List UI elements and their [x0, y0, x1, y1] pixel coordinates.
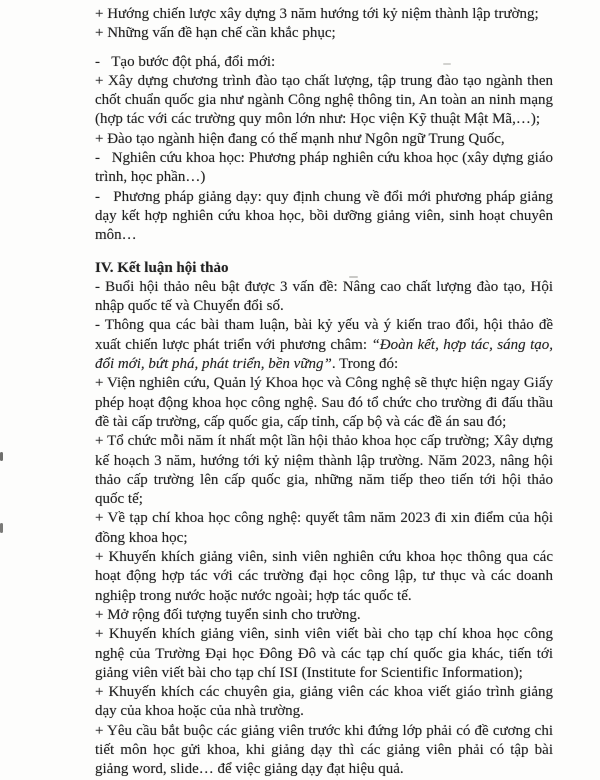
text-run: - Nghiên cứu khoa học: Phương pháp nghiên cứu khoa học (xây dựng giáo trình, học phần…) [95, 150, 553, 186]
paragraph [95, 548, 553, 606]
text-run: - Buổi hội thảo nêu bật được 3 vấn đề: Nâng cao chất lượng đào tạo, Hội nhập quốc tế và Chuyển đổi số. [95, 278, 553, 315]
paragraph [95, 188, 553, 246]
text-run: + Về tạp chí khoa học công nghệ: quyết tâm năm 2023 đi xin điểm của hội đồng khoa học; [95, 510, 553, 546]
text-run: + Viện nghiên cứu, Quản lý Khoa học và Công nghệ sẽ thực hiện ngay Giấy phép hoạt động khoa học công nghệ. Sau đó tổ chức cho trường đi đấu thầu đề tài cấp trường, cấp quốc gia, cấp tỉnh, cấp bộ và các đề án sau đó; [95, 375, 553, 430]
paragraph [95, 72, 553, 130]
text-run: + Mở rộng đối tượng tuyển sinh cho trường. [95, 606, 361, 623]
text-run: - Phương pháp giảng dạy: quy định chung về đổi mới phương pháp giảng dạy kết hợp nghiên cứu khoa học, bồi dưỡng giảng viên, sinh hoạt chuyên môn… [95, 188, 553, 244]
text-run: - Tạo bước đột phá, đổi mới: [95, 53, 276, 70]
paragraph [95, 625, 553, 683]
document-body [95, 5, 553, 780]
text-run: + Khuyến khích giảng viên, sinh viên viết bài cho tạp chí khoa học công nghệ của Trường Đại học Đông Đô và các tạp chí quốc gia khác, tiến tới giảng viên viết bài cho tạp chí ISI (Institute for Scientific Information); [95, 626, 553, 681]
italic-text-run: “Đoàn kết, hợp tác, sáng tạo, đổi mới, bứt phá, phát triển, bền vững” [95, 336, 553, 373]
text-run: + Khuyến khích các chuyên gia, giảng viên các khoa viết giáo trình giảng dạy của khoa hoặc của nhà trường. [95, 684, 553, 720]
paragraph [95, 316, 553, 374]
scan-artifact [0, 452, 3, 461]
text-run: + Yêu cầu bắt buộc các giảng viên trước khi đứng lớp phải có đề cương chi tiết môn học gửi khoa, khi giảng dạy thì các giảng viên phải có tập bài giảng word, slide… để việc giảng dạy đạt hiệu quả. [95, 722, 553, 778]
paragraph [95, 722, 553, 780]
section-heading [95, 259, 553, 278]
paragraph [95, 278, 553, 317]
text-run: IV. Kết luận hội thảo [95, 259, 229, 276]
scan-artifact [0, 523, 3, 533]
scan-artifact [443, 63, 451, 65]
paragraph [95, 24, 553, 43]
text-run: + Tổ chức mỗi năm ít nhất một lần hội thảo khoa học cấp trường; Xây dựng kế hoạch 3 năm, hướng tới kỷ niệm thành lập trường. Năm 2023, nâng hội thảo cấp trường lên cấp quốc gia, những năm tiếp theo tiến tới hội thảo quốc tế; [95, 433, 553, 508]
text-run: - Thông qua các bài tham luận, bài kỷ yếu và ý kiến trao đổi, hội thảo đề xuất chiến lược phát triển với phương châm: [95, 317, 553, 353]
paragraph [95, 5, 553, 24]
paragraph [95, 509, 553, 548]
paragraph [95, 683, 553, 722]
paragraph [95, 374, 553, 432]
paragraph [95, 149, 553, 188]
text-run: . Trong đó: [331, 356, 399, 373]
text-run: + Đào tạo ngành hiện đang có thế mạnh như Ngôn ngữ Trung Quốc, [95, 130, 505, 147]
text-run: + Những vấn đề hạn chế cần khắc phục; [95, 25, 336, 42]
text-run: + Xây dựng chương trình đào tạo chất lượng, tập trung đào tạo ngành then chốt chuẩn quốc gia như ngành Công nghệ thông tin, An toàn an ninh mạng (hợp tác với các trường quy môn lớn như: Học viện Kỹ thuật Mật Mã,…); [95, 72, 553, 128]
paragraph [95, 53, 553, 72]
text-run: + Hướng chiến lược xây dựng 3 năm hướng tới kỷ niệm thành lập trường; [95, 6, 539, 22]
text-run: + Khuyến khích giảng viên, sinh viên nghiên cứu khoa học thông qua các hoạt động hợp tác với các trường đại học công lập, tư thục và các doanh nghiệp trong nước hoặc nước ngoài; hợp tác quốc tế. [95, 549, 553, 604]
paragraph [95, 606, 553, 625]
paragraph [95, 130, 553, 149]
scan-artifact [349, 276, 358, 278]
paragraph [95, 432, 553, 509]
